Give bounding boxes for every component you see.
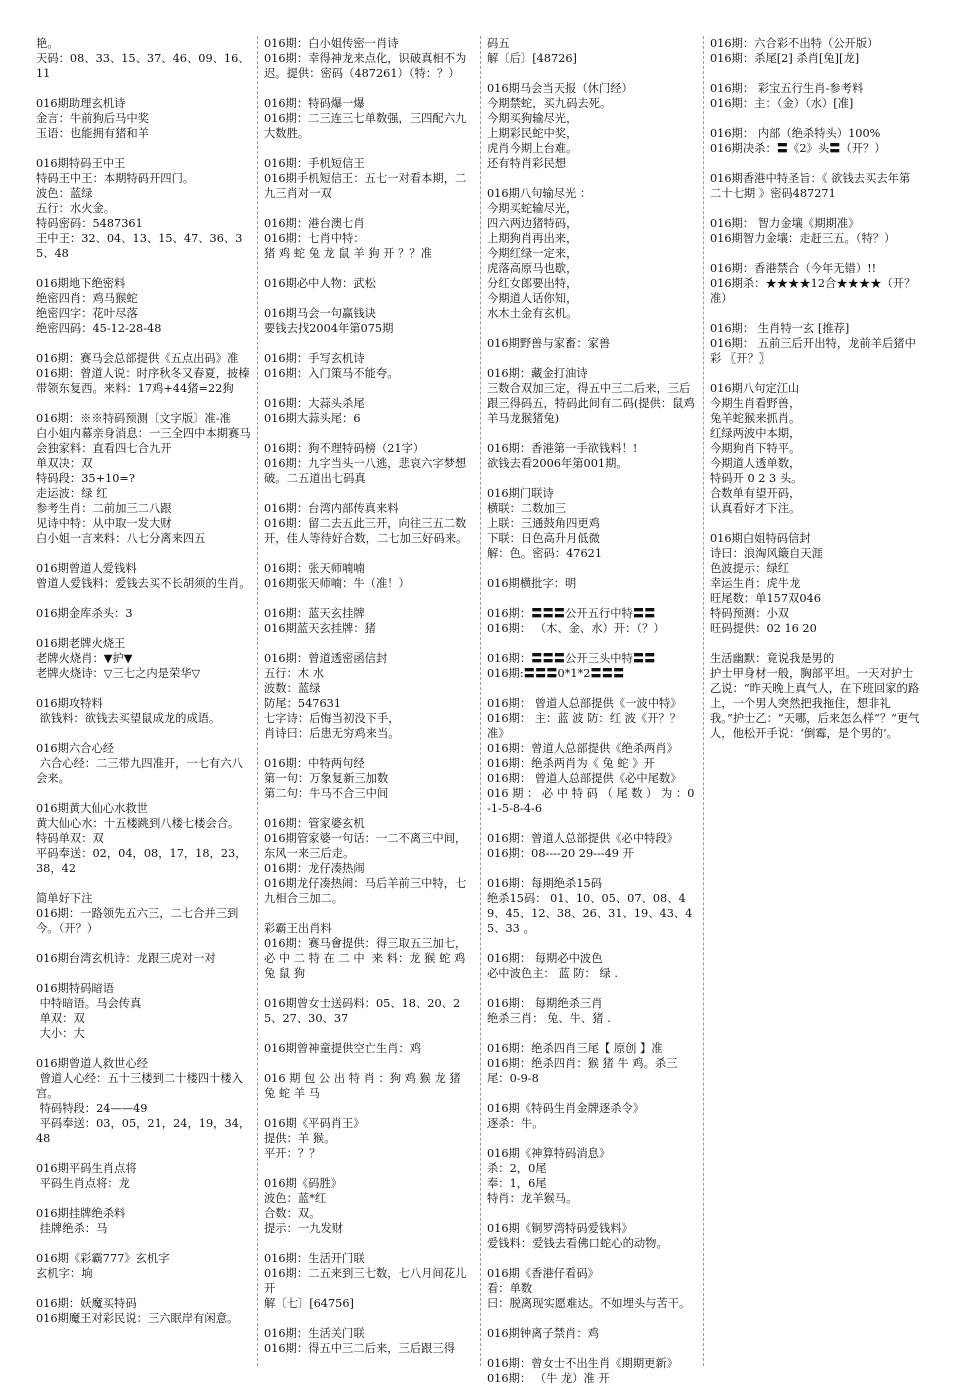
- text-line: 解〔后〕[48726]: [487, 52, 577, 65]
- text-line: 上联：三通鼓角四更鸡: [487, 517, 600, 530]
- text-line: 016期：六合彩不出特（公开版）: [710, 37, 879, 50]
- column-3: [480, 36, 703, 1385]
- text-line: 平开：？？: [264, 1147, 321, 1160]
- text-line: 016期曾女士送码料：05、18、20、25、27、30、37: [264, 997, 461, 1025]
- text-line: [264, 801, 474, 816]
- text-line: 码五: [487, 37, 510, 50]
- text-line: [264, 291, 474, 306]
- text-line: 平码生肖点将：龙: [36, 1177, 130, 1190]
- text-line: 第一句：万象复新三加数: [264, 772, 389, 785]
- text-line: 016期： 每期绝杀三肖: [487, 997, 603, 1010]
- text-line: [487, 1311, 697, 1326]
- text-line: [264, 981, 474, 996]
- text-line: [710, 246, 920, 261]
- text-line: 016期：杀尾[2] 杀肖[兔][龙]: [710, 52, 860, 65]
- text-line: 016期： 彩宝五行生肖-参考料: [710, 82, 864, 95]
- text-line: 016期：一路领先五六三，二七合并三到今。（开？）: [36, 907, 239, 935]
- text-line: 016 期 ： 必 中 特 码 （ 尾 数 ） 为 ：0-1-5-8-4-6: [487, 787, 695, 815]
- text-line: [36, 1146, 251, 1161]
- text-line: 欲钱去看2006年第001期。: [487, 457, 628, 470]
- text-line: 016期智力金壤：走赶三五。（特？）: [710, 232, 896, 245]
- text-line: [264, 1026, 474, 1041]
- text-line: 016期攻特料: [36, 697, 103, 710]
- text-line: [487, 1131, 697, 1146]
- text-line: 016期：香港第一手欲钱料！!: [487, 442, 638, 455]
- text-line: [710, 306, 920, 321]
- text-line: [264, 336, 474, 351]
- text-line: 肖诗曰：后患无穷鸡来当。: [264, 727, 400, 740]
- text-line: 欲钱料：欲钱去买望鼠成龙的成语。: [36, 712, 221, 725]
- text-line: 016期：生活开门联: [264, 1252, 365, 1265]
- text-line: [710, 66, 920, 81]
- text-line: 提供：羊 猴。: [264, 1132, 336, 1145]
- text-line: 单双决：双: [36, 457, 93, 470]
- text-line: 绝密四肖：鸡马猴蛇: [36, 292, 138, 305]
- text-line: [36, 786, 251, 801]
- text-line: 认真看好才下注。: [710, 502, 801, 515]
- text-line: 016期：绝杀四肖三尾【 原创 】准: [487, 1042, 663, 1055]
- text-line: 016期:〓〓〓0*1*2〓〓〓: [487, 667, 625, 680]
- text-line: 上期彩民蛇中奖，: [487, 127, 578, 140]
- text-line: 特码开 0 2 3 头。: [710, 472, 803, 485]
- text-line: 诗曰：浪淘风簸自天涯: [710, 547, 823, 560]
- text-line: [36, 261, 251, 276]
- text-line: 逐杀：牛。: [487, 1117, 544, 1130]
- text-line: 016期： 主：蓝 波 防：红 波《开？？准》: [487, 712, 682, 740]
- text-line: 016期《铜罗湾特码爱钱料》: [487, 1222, 633, 1235]
- text-line: 中特暗语。马会传真: [36, 997, 142, 1010]
- text-line: 016期：幸得神龙来点化，识破真相不为迟。提供：密码（487261）（特：？）: [264, 52, 467, 80]
- text-line: 七字诗：后悔当初没下手，: [264, 712, 400, 725]
- text-line: 单双：双: [36, 1012, 85, 1025]
- text-line: 016期《特码生肖金牌逐杀令》: [487, 1102, 645, 1115]
- text-line: [264, 636, 474, 651]
- text-line: 玄机字：垧: [36, 1267, 93, 1280]
- text-line: [264, 486, 474, 501]
- text-line: 016期：每期绝杀15码: [487, 877, 603, 890]
- text-line: [36, 81, 251, 96]
- text-line: [36, 141, 251, 156]
- text-line: 016期：香港禁合（今年无错）!!: [710, 262, 877, 275]
- text-line: 今期狗肖下特平。: [710, 442, 801, 455]
- text-line: 016期：手机短信王: [264, 157, 365, 170]
- text-line: [487, 1341, 697, 1356]
- text-line: [487, 591, 697, 606]
- text-line: [487, 426, 697, 441]
- text-line: 016期黄大仙心水救世: [36, 802, 148, 815]
- text-line: 016期： 曾道人总部提供《必中尾数》: [487, 772, 682, 785]
- text-line: [264, 261, 474, 276]
- text-line: 猪 鸡 蛇 兔 龙 鼠 羊 狗 开 ？？准: [264, 247, 432, 260]
- text-line: 杀：2，0尾: [487, 1162, 547, 1175]
- text-line: [487, 171, 697, 186]
- text-line: 016期特码暗语: [36, 982, 115, 995]
- text-line: 生活幽默：竟说我是男的: [710, 652, 835, 665]
- text-line: 016期：妖魔买特码: [36, 1297, 137, 1310]
- text-line: 色波提示：绿红: [710, 562, 790, 575]
- text-line: 五行：木 水: [264, 667, 325, 680]
- text-line: [487, 981, 697, 996]
- text-line: [36, 1191, 251, 1206]
- text-line: 今期道人透单数，: [710, 457, 801, 470]
- text-line: [264, 381, 474, 396]
- text-line: 016期：九字当头一八逃，悲哀六字梦想破。二五道出七码真: [264, 457, 467, 485]
- text-line: [710, 111, 920, 126]
- text-line: 奉：1，6尾: [487, 1177, 547, 1190]
- text-line: 要钱去找2004年第075期: [264, 322, 394, 335]
- text-line: 走运波：绿 红: [36, 487, 108, 500]
- text-line: 016期管家婆一句话：一二不离三中间，东风一来三后走。: [264, 832, 467, 860]
- text-line: [264, 546, 474, 561]
- text-line: 特肖：龙羊猴马。: [487, 1192, 578, 1205]
- text-line: 016期：狗不理特码榜（21字）: [264, 442, 425, 455]
- text-line: 016 期 包 公 出 特 肖 ：狗 鸡 猴 龙 猪 兔 蛇 羊 马: [264, 1072, 465, 1100]
- text-line: 016期：中特两句经: [264, 757, 365, 770]
- text-line: 016期：蓝天玄挂牌: [264, 607, 365, 620]
- text-line: 016期平码生肖点将: [36, 1162, 137, 1175]
- text-line: 016期龙仔凑热闹：马后羊前三中特，七九相合三加二。: [264, 877, 467, 905]
- text-line: 见诗中特：从中取一发大财: [36, 517, 172, 530]
- text-line: 016期：〓〓〓公开三头中特〓〓: [487, 652, 656, 665]
- text-line: 曰：脱离现实愿难达。不如埋头与苦干。: [487, 1297, 691, 1310]
- text-line: 016期：〓〓〓公开五行中特〓〓: [487, 607, 656, 620]
- text-line: [264, 741, 474, 756]
- text-line: 护士甲身材一般，胸部平坦。一天对护士乙说：“昨天晚上真气人，在下班回家的路上，一个男人突然把我拖住，想非礼我。”护士乙：“天哪，后来怎么样“？“更气人，他松开手说：‘倒霉，是个男的’。: [710, 667, 920, 740]
- text-line: 幸运生肖：虎牛龙: [710, 577, 801, 590]
- text-line: 平码奉送：02，04，08，17，18，23，38，42: [36, 847, 247, 875]
- text-line: 王中王：32、04、13、15、47、36、35、48: [36, 232, 243, 260]
- text-line: 绝密四字：花叶尽落: [36, 307, 138, 320]
- text-line: 016期：特码爆一爆: [264, 97, 365, 110]
- text-line: 还有特肖彩民想: [487, 157, 567, 170]
- text-line: 016期曾神童提供空亡生肖：鸡: [264, 1042, 422, 1055]
- text-line: 016期杀：★★★★12合★★★★（开？准）: [710, 277, 916, 305]
- text-line: 合数单有望开码，: [710, 487, 801, 500]
- text-line: 天码：08、33、15、37、46、09、16、11: [36, 52, 250, 80]
- text-line: 016期张天师喃：牛（准！）: [264, 577, 410, 590]
- text-line: 016期曾道人爱钱料: [36, 562, 137, 575]
- text-line: 016期：曾道人总部提供《绝杀两肖》: [487, 742, 679, 755]
- text-line: 016期：台湾内部传真来料: [264, 502, 399, 515]
- text-line: 防尾：547631: [264, 697, 342, 710]
- text-line: 特码预测：小双: [710, 607, 790, 620]
- text-line: 016期门联诗: [487, 487, 554, 500]
- text-line: 016期金库杀头：3: [36, 607, 133, 620]
- text-line: 016期《平码肖王》: [264, 1117, 365, 1130]
- text-line: 上期狗肖再出来，: [487, 232, 578, 245]
- text-line: 016期：绝杀四肖：猴 猪 牛 鸡。杀三尾：0-9-8: [487, 1057, 678, 1085]
- text-line: 016期： 五前三后开出特，龙前羊后猪中彩 〖开？〗: [710, 337, 916, 365]
- text-line: [487, 321, 697, 336]
- text-line: [710, 201, 920, 216]
- text-line: 六合心经：二三带九四准开，一七有六八会来。: [36, 757, 243, 785]
- text-line: [264, 201, 474, 216]
- text-line: 016期：曾道透密函信封: [264, 652, 388, 665]
- text-line: 合数：双。: [264, 1207, 321, 1220]
- text-line: [264, 1236, 474, 1251]
- text-line: [487, 561, 697, 576]
- text-line: 016期台湾玄机诗：龙跟三虎对一对: [36, 952, 216, 965]
- text-line: 彩霸王出肖料: [264, 922, 332, 935]
- text-line: 特码密码：5487361: [36, 217, 143, 230]
- text-line: [710, 636, 920, 651]
- text-line: [710, 156, 920, 171]
- text-line: 爱钱料：爱钱去看佛口蛇心的动物。: [487, 1237, 668, 1250]
- text-line: 016期： 内部（绝杀特头）100%: [710, 127, 881, 140]
- text-line: [36, 966, 251, 981]
- text-line: 三数合双加三定，得五中三二后来，三后跟三得码五，特码此间有二码(提供：鼠鸡羊马龙猴猪兔): [487, 382, 695, 425]
- text-line: 016期大蒜头尾：6: [264, 412, 361, 425]
- text-line: 016期特码王中王: [36, 157, 126, 170]
- text-line: [264, 591, 474, 606]
- text-line: 曾道人心经：五十三楼到二十楼四十楼入宫。: [36, 1072, 243, 1100]
- text-line: 016期《彩霸777》玄机字: [36, 1252, 170, 1265]
- text-line: 016期：08----20 29---49 开: [487, 847, 634, 860]
- text-line: 016期钟离子禁肖：鸡: [487, 1327, 599, 1340]
- text-line: 金言：牛前狗后马中奖: [36, 112, 149, 125]
- text-line: 虎落高原马也歇，: [487, 262, 578, 275]
- text-line: [264, 1311, 474, 1326]
- text-line: 波色：蓝*红: [264, 1192, 327, 1205]
- text-line: 旺码提供：02 16 20: [710, 622, 817, 635]
- text-line: [710, 366, 920, 381]
- text-line: 特码段：35+10=?: [36, 472, 135, 485]
- text-line: 016期香港中特圣旨：《 欲钱去买去年第二十七期 》密码487271: [710, 172, 911, 200]
- text-line: 绝杀三肖： 兔、牛、猪 .: [487, 1012, 611, 1025]
- text-line: 第二句：牛马不合三中间: [264, 787, 389, 800]
- text-line: 老牌火烧肖：▼护▼: [36, 652, 133, 665]
- text-line: 016期：留二去五此三开，向往三五二数开，佳人等待好合数，二七加三好码来。: [264, 517, 468, 545]
- text-line: 今期红绿一定来，: [487, 247, 578, 260]
- text-line: 016期：赛马會提供：得三取五三加七，必 中 二 特 在 二 中 来 料：龙 猴 蛇 鸡 兔 鼠 狗: [264, 937, 469, 980]
- text-line: 绝密四码：45-12-28-48: [36, 322, 162, 335]
- text-line: 016期：曾道人说：时序秋冬又春夏，披榛带领东复西。来料：17鸡+44猪=22狗: [36, 367, 250, 395]
- text-line: 016期：张天师喃喃: [264, 562, 365, 575]
- text-line: 016期《香港仔看码》: [487, 1267, 599, 1280]
- text-line: [36, 936, 251, 951]
- text-line: 016期八句输尽光 ：: [487, 187, 592, 200]
- text-line: 下联：日色高升月低微: [487, 532, 600, 545]
- column-4: [703, 36, 926, 1366]
- text-line: 红绿两波中本期，: [710, 427, 801, 440]
- text-line: 提示：一九发财: [264, 1222, 344, 1235]
- text-line: 旺尾数：单157双046: [710, 592, 821, 605]
- text-line: 016期马会一句赢钱诀: [264, 307, 376, 320]
- text-line: [487, 861, 697, 876]
- text-line: 艳。: [36, 37, 59, 50]
- text-line: 必中波色主： 蓝 防： 绿 .: [487, 967, 618, 980]
- column-2: [257, 36, 480, 1366]
- text-line: [487, 1086, 697, 1101]
- text-line: [264, 1101, 474, 1116]
- text-line: 016期： 智力金壤《期期准》: [710, 217, 860, 230]
- text-line: 今期禁蛇，买九码去死。: [487, 97, 612, 110]
- text-line: 016期：曾女士不出生肖《期期更新》: [487, 1357, 679, 1370]
- text-line: 016期：龙仔凑热闹: [264, 862, 365, 875]
- text-line: [487, 681, 697, 696]
- text-line: 挂牌绝杀：马: [36, 1222, 108, 1235]
- text-line: 016期魔王对彩民说：三六眠岸有闲意。: [36, 1312, 239, 1325]
- text-line: 兔羊蛇猴来抓肖。: [710, 412, 801, 425]
- text-line: 今期买蛇输尽光，: [487, 202, 578, 215]
- text-line: [36, 681, 251, 696]
- text-line: [487, 1251, 697, 1266]
- text-line: 016期： 曾道人总部提供《一波中特》: [487, 697, 682, 710]
- text-line: 白小姐一言来料：八七分离来四五: [36, 532, 206, 545]
- text-line: [36, 1236, 251, 1251]
- text-line: 016期横批字：明: [487, 577, 577, 590]
- text-line: [36, 1041, 251, 1056]
- text-line: [264, 1161, 474, 1176]
- text-line: 平码奉送：03，05，21，24，19，34，48: [36, 1117, 251, 1145]
- text-line: 波色：蓝绿: [36, 187, 93, 200]
- text-line: 016期六合心经: [36, 742, 115, 755]
- text-line: 016期：生活关门联: [264, 1327, 365, 1340]
- text-line: [264, 1056, 474, 1071]
- text-line: 波数：蓝绿: [264, 682, 321, 695]
- text-line: 016期：绝杀两肖为《 兔 蛇 》开: [487, 757, 655, 770]
- text-line: 016期： 每期必中波色: [487, 952, 603, 965]
- text-line: [36, 336, 251, 351]
- text-line: [487, 1206, 697, 1221]
- text-line: 016期老牌火烧王: [36, 637, 126, 650]
- text-line: 016期挂牌绝杀料: [36, 1207, 126, 1220]
- text-line: 016期蓝天玄挂牌：猪: [264, 622, 376, 635]
- text-line: 016期马会当天报（休门经）: [487, 82, 633, 95]
- text-line: [36, 726, 251, 741]
- text-line: 老牌火烧诗：▽三七之内是荣华▽: [36, 667, 201, 680]
- text-line: 大小：大: [36, 1027, 85, 1040]
- text-line: [36, 396, 251, 411]
- text-line: 特码王中王：本期特码开四门。: [36, 172, 195, 185]
- text-line: 五行：水火金。: [36, 202, 116, 215]
- text-line: 016期必中人物：武松: [264, 277, 376, 290]
- text-line: 今期生肖看野兽，: [710, 397, 801, 410]
- text-line: [264, 906, 474, 921]
- text-line: 016期地下绝密料: [36, 277, 126, 290]
- text-line: [710, 516, 920, 531]
- text-line: [487, 816, 697, 831]
- text-line: 016期八句定江山: [710, 382, 800, 395]
- text-line: 横联：二数加三: [487, 502, 567, 515]
- text-line: 016期：港台澳七肖: [264, 217, 365, 230]
- column-1: [34, 36, 257, 1366]
- text-line: 016期：管家婆玄机: [264, 817, 365, 830]
- text-line: [487, 636, 697, 651]
- text-line: [487, 1026, 697, 1041]
- text-line: 016期：赛马会总部提供《五点出码》准: [36, 352, 239, 365]
- text-line: 白小姐内幕亲身消息：一三全四中本期赛马会独家料：直看四七合九开: [36, 427, 251, 455]
- text-line: 016期：大蒜头杀尾: [264, 397, 365, 410]
- text-line: 解：色。密码：47621: [487, 547, 603, 560]
- text-line: 简单好下注: [36, 892, 93, 905]
- text-line: 看：单数: [487, 1282, 533, 1295]
- newspaper-page: [34, 36, 926, 1385]
- text-line: 016期手机短信王：五七一对看本期，二九三肖对一双: [264, 172, 467, 200]
- text-line: [487, 471, 697, 486]
- text-line: 虎肖今期上台难。: [487, 142, 578, 155]
- text-line: 016期《神算特码消息》: [487, 1147, 611, 1160]
- text-line: 016期：二三连三七单数强，三四配六九大数胜。: [264, 112, 467, 140]
- text-line: [36, 876, 251, 891]
- text-line: 今期道人话你知，: [487, 292, 578, 305]
- text-line: 今期买狗输尽光，: [487, 112, 578, 125]
- text-line: 水木土金有玄机。: [487, 307, 578, 320]
- text-line: 016期：主：（金）（水）[准]: [710, 97, 854, 110]
- text-line: 玉语：也能拥有猪和羊: [36, 127, 149, 140]
- text-line: 016期： （牛 龙）准 开: [487, 1372, 610, 1385]
- text-line: 016期：藏金打油诗: [487, 367, 588, 380]
- text-line: 016期：白小姐传密一肖诗: [264, 37, 399, 50]
- text-line: 参考生肖：二前加三二八跟: [36, 502, 172, 515]
- text-line: 黄大仙心水：十五楼跳到八楼七楼会合。: [36, 817, 240, 830]
- text-line: [36, 1281, 251, 1296]
- text-line: [36, 621, 251, 636]
- text-line: [264, 81, 474, 96]
- text-line: 016期曾道人救世心经: [36, 1057, 148, 1070]
- text-line: [264, 141, 474, 156]
- text-line: 016期：七肖中特：: [264, 232, 365, 245]
- text-line: 016期： 生肖特一玄 [推荐]: [710, 322, 850, 335]
- text-line: 特码特段：24——49: [36, 1102, 148, 1115]
- text-line: 分红女郎要出特，: [487, 277, 578, 290]
- text-line: 016期：※※特码预测〔文字版〕准-准: [36, 412, 231, 425]
- text-line: 016期：曾道人总部提供《必中特段》: [487, 832, 679, 845]
- text-line: 016期：二五来到三七数，七八月间花儿开: [264, 1267, 467, 1295]
- text-line: 016期：入门策马不能夸。: [264, 367, 399, 380]
- text-line: 016期决杀：〓《2》头〓（开？）: [710, 142, 886, 155]
- text-line: 016期野兽与家畜：家兽: [487, 337, 611, 350]
- text-line: 特码单双：双: [36, 832, 104, 845]
- text-line: 016期：手写玄机诗: [264, 352, 365, 365]
- text-line: 解〔七〕[64756]: [264, 1297, 354, 1310]
- text-line: 绝杀15码： 01、10、05、07、08、49、45、12、38、26、31、19、43、45、33 。: [487, 892, 693, 935]
- text-line: [487, 66, 697, 81]
- text-line: 016期《码胜》: [264, 1177, 343, 1190]
- text-line: [264, 426, 474, 441]
- text-line: [36, 591, 251, 606]
- text-line: 016期白姐特码信封: [710, 532, 811, 545]
- text-line: [487, 936, 697, 951]
- text-line: 016期： （木、金、水）开：（？）: [487, 622, 665, 635]
- text-line: 016期：得五中三二后来，三后跟三得: [264, 1342, 456, 1355]
- text-line: 四六两边猪特码，: [487, 217, 578, 230]
- text-line: 曾道人爱钱料：爱钱去买不长胡须的生肖。: [36, 577, 251, 590]
- text-line: 016期助理玄机诗: [36, 97, 126, 110]
- text-line: [36, 546, 251, 561]
- text-line: [487, 351, 697, 366]
